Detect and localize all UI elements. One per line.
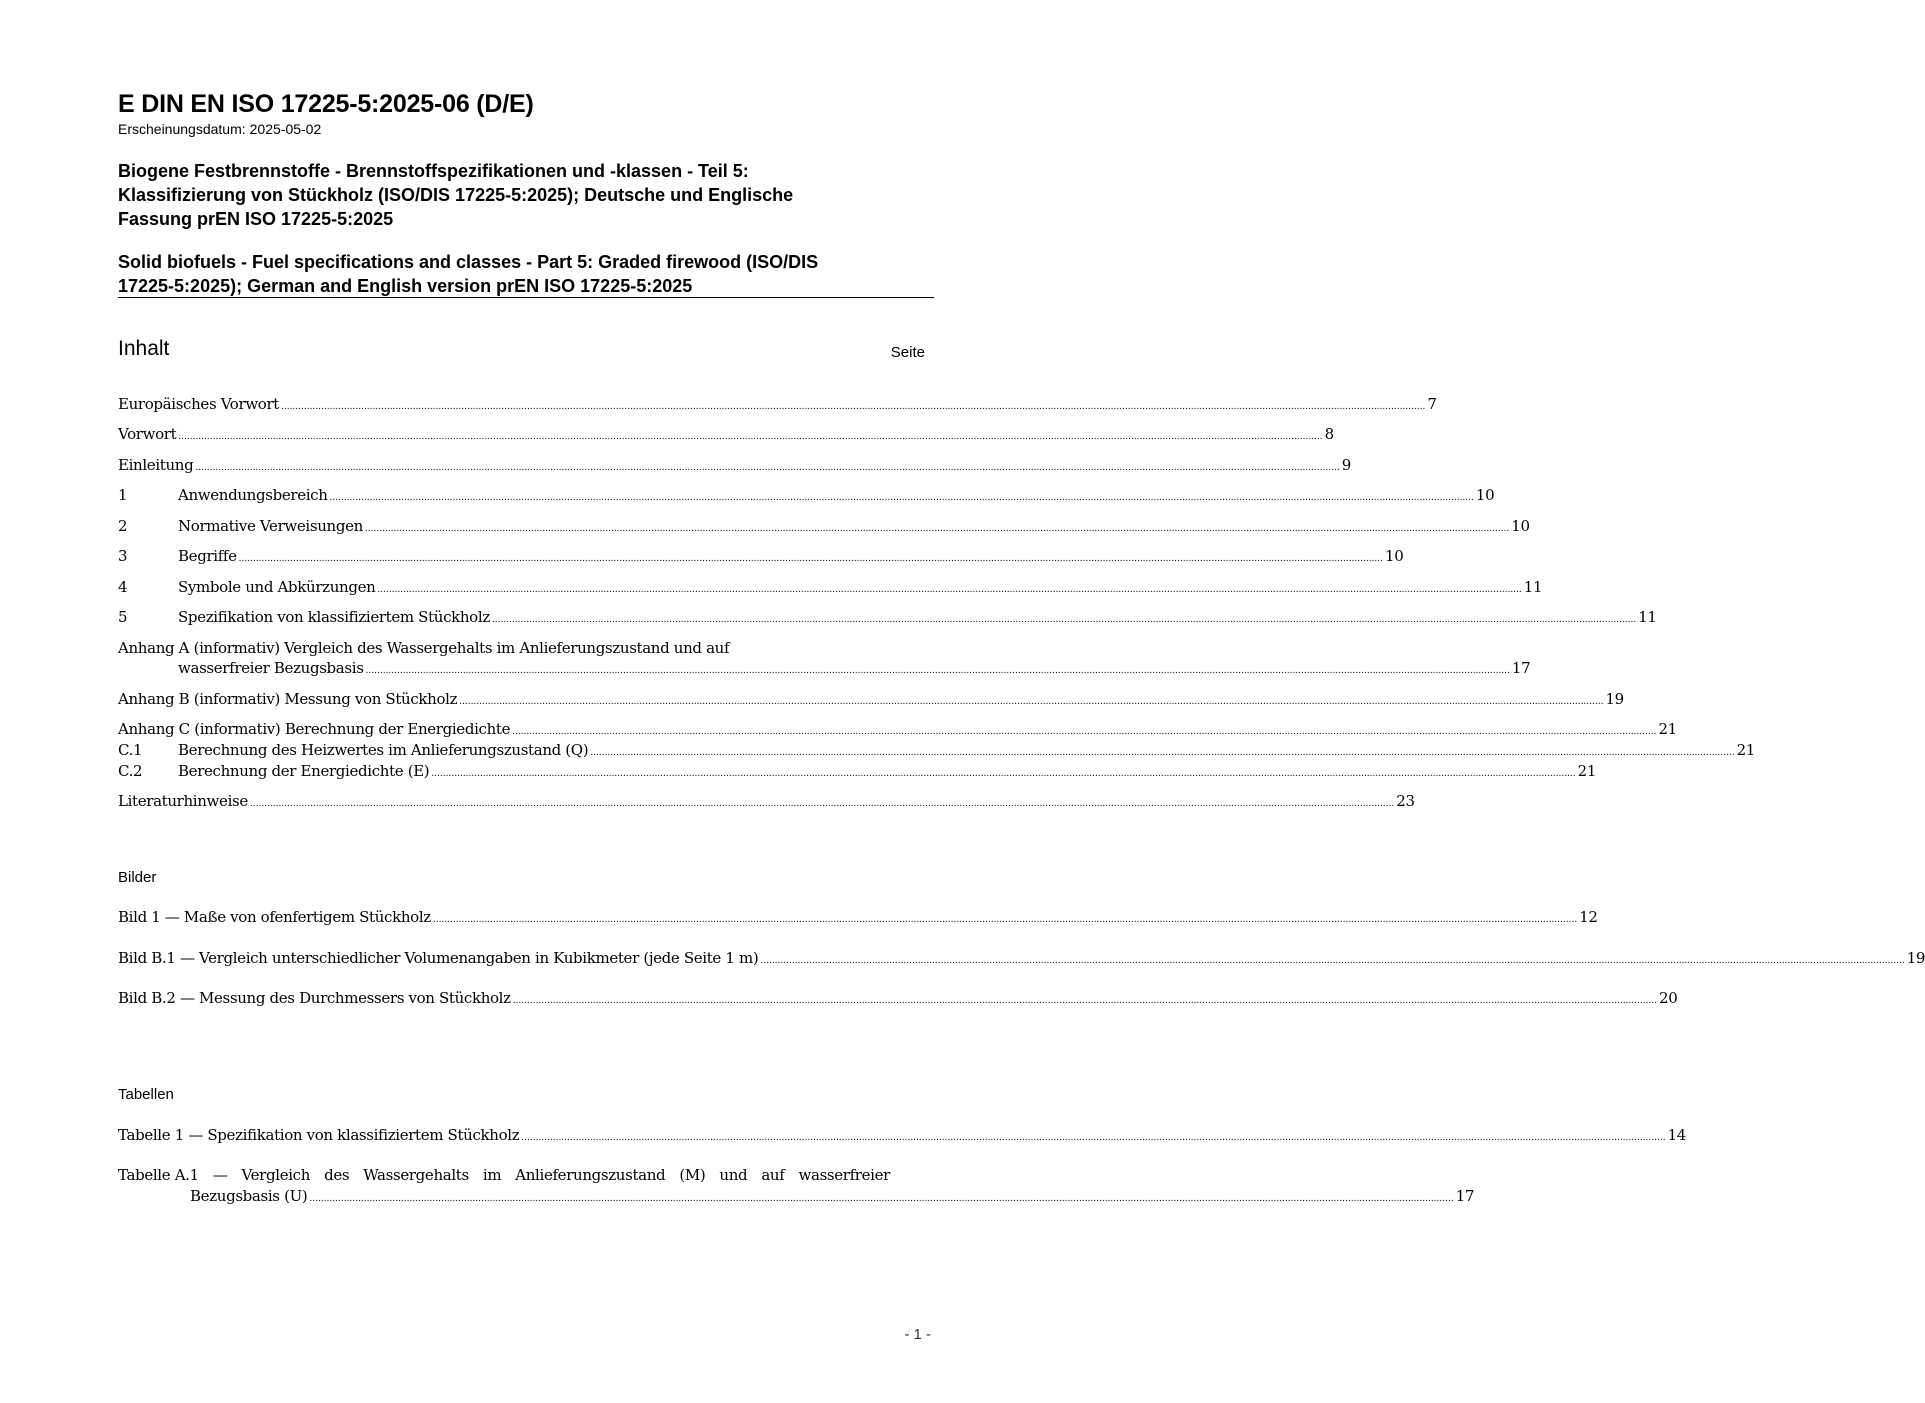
leader-dots: ................................................................................................................................................................................................................................................................................................................................................................................................................ (309, 1194, 1454, 1204)
toc-entry-annex-b[interactable] (118, 689, 1624, 712)
toc-entry-label: Europäisches Vorwort (118, 395, 279, 413)
toc-entry-number: C.1 (118, 741, 143, 759)
toc-entry-page: 10 (1475, 486, 1495, 504)
publication-date-value: 2025-05-02 (249, 121, 322, 137)
leader-dots: ................................................................................................................................................................................................................................................................................................................................................................................................................ (377, 585, 1522, 595)
leader-dots: ................................................................................................................................................................................................................................................................................................................................................................................................................ (521, 1133, 1666, 1143)
toc-entry-label: Anwendungsbereich (178, 486, 328, 504)
toc-entry-label: Berechnung des Heizwertes im Anlieferungszustand (Q) (178, 741, 589, 759)
toc-entry-number: 1 (118, 486, 128, 504)
toc-entry-page: 7 (1427, 395, 1437, 413)
leader-dots: ................................................................................................................................................................................................................................................................................................................................................................................................................ (195, 463, 1340, 473)
document-id: E DIN EN ISO 17225-5:2025-06 (D/E) (118, 90, 534, 118)
figure-entry-page: 19 (1906, 949, 1925, 967)
word: Tabelle A.1 (118, 1166, 199, 1184)
toc-entry-page: 9 (1341, 456, 1351, 474)
toc-page-column-label: Seite (890, 344, 925, 361)
word: Vergleich (241, 1166, 311, 1184)
figure-entry-label: Bild B.1 — Vergleich unterschiedlicher Volumenangaben in Kubikmeter (jede Seite 1 m) (118, 949, 759, 967)
toc-entry[interactable] (118, 485, 1495, 508)
toc-heading: Inhalt (118, 337, 170, 360)
word: wasserfreier (798, 1166, 890, 1184)
figure-entry-label: Bild 1 — Maße von ofenfertigem Stückholz (118, 908, 431, 926)
toc-entry[interactable] (118, 577, 1543, 600)
leader-dots: ................................................................................................................................................................................................................................................................................................................................................................................................................ (364, 524, 1510, 534)
leader-dots: ................................................................................................................................................................................................................................................................................................................................................................................................................ (329, 493, 1474, 503)
toc-entry-label: Berechnung der Energiedichte (E) (178, 762, 430, 780)
toc-entry[interactable] (118, 455, 1351, 478)
page-number: - 1 - (904, 1326, 931, 1343)
toc-entry-number: 2 (118, 517, 128, 535)
toc-entry-number: 3 (118, 547, 128, 565)
toc-entry[interactable] (118, 607, 1657, 630)
toc-entry-page: 17 (1511, 659, 1531, 677)
leader-dots: ................................................................................................................................................................................................................................................................................................................................................................................................................ (760, 956, 1905, 966)
toc-entry-label: Einleitung (118, 456, 194, 474)
toc-entry-label: Anhang C (informativ) Berechnung der Energiedichte (118, 720, 511, 738)
toc-entry[interactable] (118, 516, 1530, 539)
word: im (482, 1166, 502, 1184)
toc-entry-page: 11 (1638, 608, 1657, 626)
toc-entry-page: 19 (1605, 690, 1624, 708)
toc-entry-label: Normative Verweisungen (178, 517, 363, 535)
word: Wassergehalts (363, 1166, 469, 1184)
leader-dots: ................................................................................................................................................................................................................................................................................................................................................................................................................ (280, 402, 1426, 412)
english-title-line: 17225-5:2025); German and English version prEN ISO 17225-5:2025 (118, 276, 693, 296)
leader-dots: ................................................................................................................................................................................................................................................................................................................................................................................................................ (491, 615, 1637, 625)
toc-entry-label: Vorwort (118, 425, 177, 443)
tables-heading: Tabellen (118, 1086, 174, 1103)
word: und (719, 1166, 748, 1184)
toc-entry-label: Anhang A (informativ) Vergleich des Wassergehalts im Anlieferungszustand und auf (118, 639, 730, 657)
figures-heading: Bilder (118, 869, 157, 886)
toc-entry-number: 4 (118, 578, 128, 596)
word: — (212, 1166, 228, 1184)
toc-entry-label: Spezifikation von klassifiziertem Stückholz (178, 608, 490, 626)
english-title (118, 250, 933, 298)
leader-dots: ................................................................................................................................................................................................................................................................................................................................................................................................................ (238, 554, 1383, 564)
table-entry-label-continued: Bezugsbasis (U) (190, 1187, 308, 1205)
figure-entry[interactable] (118, 907, 1598, 930)
leader-dots: ................................................................................................................................................................................................................................................................................................................................................................................................................ (512, 727, 1657, 737)
leader-dots: ................................................................................................................................................................................................................................................................................................................................................................................................................ (365, 666, 1510, 676)
table-entry-label: Tabelle 1 — Spezifikation von klassifiziertem Stückholz (118, 1126, 520, 1144)
toc-entry[interactable] (118, 424, 1334, 447)
toc-entry[interactable] (118, 740, 1755, 763)
toc-entry-label: Anhang B (informativ) Messung von Stückholz (118, 690, 458, 708)
leader-dots: ................................................................................................................................................................................................................................................................................................................................................................................................................ (512, 996, 1658, 1006)
publication-date-label: Erscheinungsdatum: (118, 121, 246, 137)
toc-entry-number: 5 (118, 608, 128, 626)
table-entry[interactable] (118, 1165, 890, 1185)
toc-entry-page: 21 (1577, 762, 1597, 780)
toc-entry-page: 10 (1385, 547, 1404, 565)
word: des (324, 1166, 350, 1184)
toc-entry-page: 21 (1736, 741, 1755, 759)
figure-entry[interactable] (118, 988, 1678, 1011)
leader-dots: ................................................................................................................................................................................................................................................................................................................................................................................................................ (432, 915, 1578, 925)
toc-entry-number: C.2 (118, 762, 143, 780)
german-title-line: Biogene Festbrennstoffe - Brennstoffspezifikationen und -klassen - Teil 5: (118, 161, 749, 181)
german-title-line: Klassifizierung von Stückholz (ISO/DIS 17225-5:2025); Deutsche und Englische (118, 185, 794, 205)
toc-entry[interactable] (118, 546, 1404, 569)
title-underline (118, 297, 934, 298)
leader-dots: ................................................................................................................................................................................................................................................................................................................................................................................................................ (459, 697, 1604, 707)
toc-entry-page: 11 (1523, 578, 1543, 596)
toc-entry-page: 8 (1324, 425, 1334, 443)
word: (M) (679, 1166, 706, 1184)
english-title-line: Solid biofuels - Fuel specifications and classes - Part 5: Graded firewood (ISO/DIS (118, 252, 819, 272)
toc-entry-page: 23 (1396, 792, 1415, 810)
figure-entry-page: 12 (1579, 908, 1598, 926)
toc-entry-label-continued: wasserfreier Bezugsbasis (178, 659, 364, 677)
toc-entry-page: 21 (1658, 720, 1677, 738)
table-entry-page: 14 (1667, 1126, 1686, 1144)
table-entry-page: 17 (1455, 1187, 1475, 1205)
figure-entry-page: 20 (1659, 989, 1678, 1007)
toc-entry[interactable] (118, 761, 1597, 784)
table-entry-continued[interactable] (118, 1186, 1475, 1209)
toc-entry-label: Begriffe (178, 547, 237, 565)
leader-dots: ................................................................................................................................................................................................................................................................................................................................................................................................................ (590, 748, 1735, 758)
figure-entry-label: Bild B.2 — Messung des Durchmessers von Stückholz (118, 989, 511, 1007)
toc-entry[interactable] (118, 394, 1437, 417)
german-title-line: Fassung prEN ISO 17225-5:2025 (118, 209, 394, 229)
leader-dots: ................................................................................................................................................................................................................................................................................................................................................................................................................ (431, 769, 1576, 779)
table-entry[interactable] (118, 1125, 1686, 1148)
toc-entry-annex-c[interactable] (118, 719, 1677, 742)
toc-entry-annex-a[interactable] (118, 638, 1531, 681)
german-title (118, 159, 933, 231)
toc-entry-page: 10 (1511, 517, 1530, 535)
leader-dots: ................................................................................................................................................................................................................................................................................................................................................................................................................ (178, 432, 1323, 442)
figure-entry[interactable] (118, 948, 1925, 971)
toc-entry-bibliography[interactable] (118, 791, 1415, 814)
word: Anlieferungszustand (515, 1166, 666, 1184)
table-entry-label (118, 1165, 890, 1185)
toc-entry-label: Symbole und Abkürzungen (178, 578, 376, 596)
word: auf (761, 1166, 785, 1184)
leader-dots: ................................................................................................................................................................................................................................................................................................................................................................................................................ (249, 799, 1395, 809)
publication-date (118, 121, 321, 137)
toc-entry-label: Literaturhinweise (118, 792, 248, 810)
